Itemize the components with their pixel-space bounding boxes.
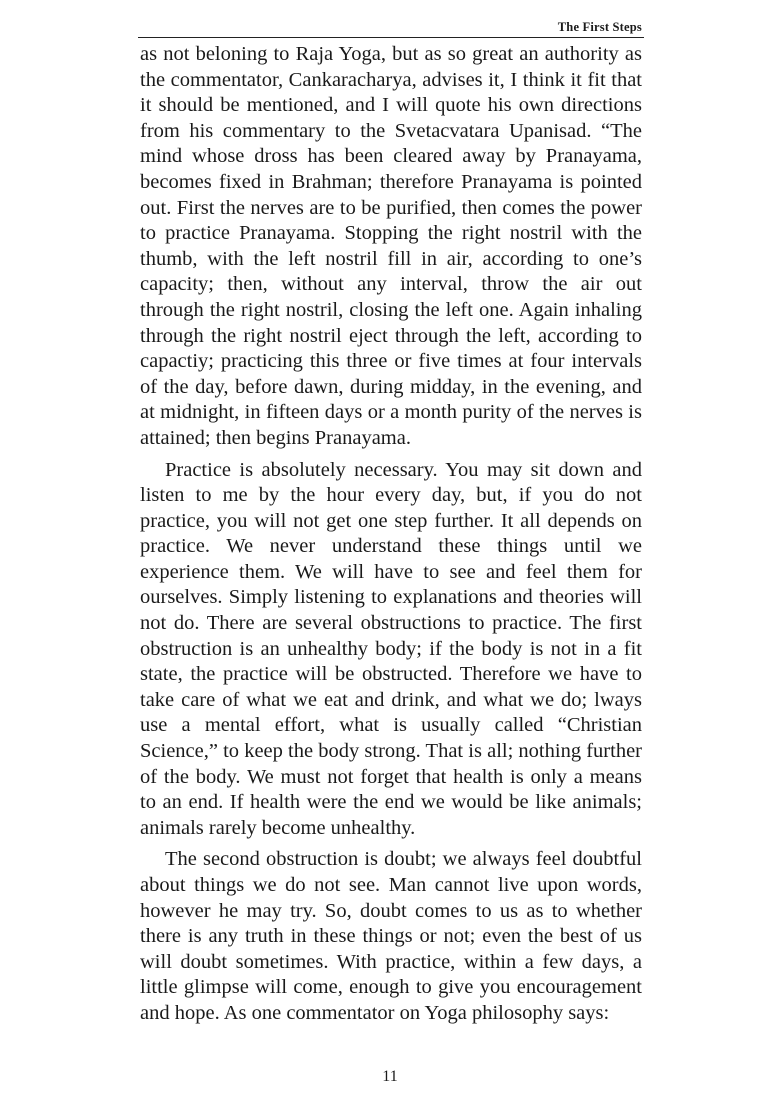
- running-header-title: The First Steps: [557, 20, 642, 34]
- page-number: 11: [382, 1068, 398, 1085]
- paragraph-pranayama-directions: as not beloning to Raja Yoga, but as so great an authority as the commentator, Cankaracharya, advises it, I think it fit that it should be mentioned, and I will quote his own directions from his commentary to the Svetacvatara Upanisad. “The mind whose dross has been cleared away by Pranayama, becomes fixed in Brahman; therefore Pranayama is pointed out. First the nerves are to be purified, then comes the power to practice Pranayama. Stopping the right nostril with the thumb, with the left nostril fill in air, according to one’s capacity; then, without any interval, throw the air out through the right nostril, closing the left one. Again inhaling through the right nostril eject through the left, according to capactiy; practicing this three or five times at four intervals of the day, before dawn, during midday, in the evening, and at midnight, in fifteen days or a month purity of the nerves is attained; then begins Pranayama.: [140, 43, 642, 449]
- paragraph-second-obstruction: The second obstruction is doubt; we always feel doubtful about things we do not see. Man cannot live upon words, however he may try. So, doubt comes to us as to whether there is any truth in these things or not; even the best of us will doubt sometimes. With practice, within a few days, a little glimpse will come, enough to give you encouragement and hope. As one commentator on Yoga philosophy says:: [140, 848, 642, 1024]
- header-rule: [138, 37, 644, 38]
- page-body: [140, 42, 642, 1027]
- paragraph-practice-necessary: Practice is absolutely necessary. You may sit down and listen to me by the hour every day, but, if you do not practice, you will not get one step further. It all depends on practice. We never understand these things until we experience them. We will have to see and feel them for ourselves. Simply listening to explanations and theories will not do. There are several obstructions to practice. The first obstruction is an unhealthy body; if the body is not in a fit state, the practice will be obstructed. Therefore we have to take care of what we eat and drink, and what we do; lways use a mental effort, what is usually called “Christian Science,” to keep the body strong. That is all; nothing further of the body. We must not forget that health is only a means to an end. If health were the end we would be like animals; animals rarely become unhealthy.: [140, 458, 642, 839]
